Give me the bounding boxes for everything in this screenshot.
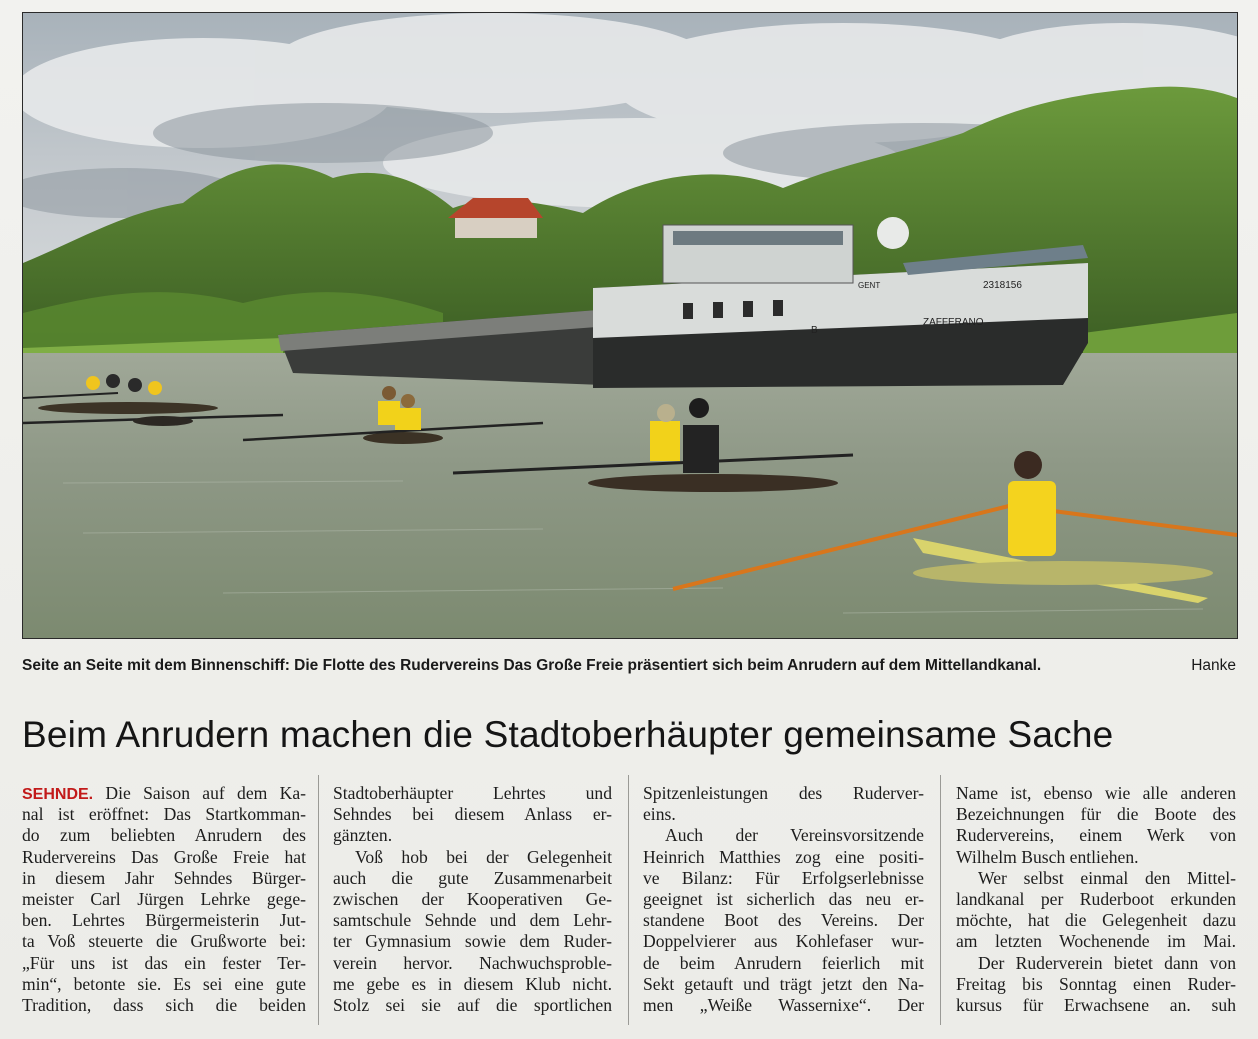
rowing-canal-photo — [22, 12, 1238, 639]
text-line: Name ist, ebenso wie alle anderen — [956, 783, 1236, 803]
text-line: zwischen der Kooperativen Ge- — [333, 888, 612, 909]
text-line: ter Gymnasium sowie dem Ruder- — [333, 931, 612, 952]
column-divider — [940, 775, 941, 1025]
text-line: Rudervereins, einem Werk von — [956, 825, 1236, 846]
text-line: Bezeichnungen für die Boote des — [956, 804, 1236, 825]
text-line — [22, 783, 306, 804]
text-line: samtschule Sehnde und dem Lehr- — [333, 910, 612, 931]
caption-text: Seite an Seite mit dem Binnenschiff: Die Flotte des Rudervereins Das Große Freie präsentiert sich beim Anrudern auf dem Mittellandkanal. — [22, 657, 1042, 674]
text-line: „Für uns ist das ein fester Ter- — [22, 952, 306, 973]
text-line: standene Boot des Vereins. Der — [643, 910, 924, 931]
text-line: nal ist eröffnet: Das Startkomman- — [22, 804, 306, 825]
text-line: Rudervereins Das Große Freie hat — [22, 846, 306, 867]
text-line: me gebe es in diesem Klub nicht. — [333, 973, 612, 994]
article-column-1 — [22, 783, 306, 1016]
photo-credit: Hanke — [1191, 657, 1236, 674]
text-line: Doppelvierer aus Kohlefaser wur- — [643, 931, 924, 952]
text-line: Tradition, dass sich die beiden — [22, 994, 306, 1015]
text-line: auch die gute Zusammenarbeit — [333, 867, 612, 888]
ship-name: ZAFFERANO — [923, 317, 984, 328]
ship-letter: B — [811, 325, 818, 336]
text-line: Wer selbst einmal den Mittel- — [978, 867, 1236, 888]
text-line: kursus für Erwachsene an. suh — [956, 994, 1236, 1015]
text-line: Sekt getauft und trägt jetzt den Na- — [643, 973, 924, 994]
text-line: Auch der Vereinsvorsitzende — [665, 825, 924, 846]
text-line: eins. — [643, 804, 676, 825]
text-line: in diesem Jahr Sehndes Bürger- — [22, 867, 306, 888]
ship-number: 2318156 — [983, 280, 1022, 291]
column-divider — [318, 775, 319, 1025]
column-divider — [628, 775, 629, 1025]
article-column-3 — [643, 783, 924, 1016]
text-line: Heinrich Matthies zog eine positi- — [643, 846, 924, 867]
text-line: Stolz sei sie auf die sportlichen — [333, 994, 612, 1015]
article-column-4 — [956, 783, 1236, 1016]
text-line: meister Carl Jürgen Lehrke gege- — [22, 888, 306, 909]
text-line: Der Ruderverein bietet dann von — [978, 952, 1236, 973]
article-column-2 — [333, 783, 612, 1016]
article-headline: Beim Anrudern machen die Stadtoberhäupter gemeinsame Sache — [22, 714, 1114, 755]
text-line: do zum beliebten Anrudern des — [22, 825, 306, 846]
text-line: geeignet ist sicherlich das neu er- — [643, 888, 924, 909]
text-line: ve Bilanz: Für Erfolgserlebnisse — [643, 867, 924, 888]
text-line: verein hervor. Nachwuchsproble- — [333, 952, 612, 973]
dateline: SEHNDE. — [22, 786, 94, 803]
text-line: Voß hob bei der Gelegenheit — [355, 846, 612, 867]
text-line: ben. Lehrtes Bürgermeisterin Jut- — [22, 910, 306, 931]
text-line: möchte, hat die Gelegenheit dazu — [956, 910, 1236, 931]
text-line: landkanal per Ruderboot erkunden — [956, 888, 1236, 909]
ship-bow-label: GENT — [858, 281, 881, 290]
text-line: Stadtoberhäupter Lehrtes und — [333, 783, 612, 803]
text-line: ta Voß steuerte die Grußworte bei: — [22, 931, 306, 952]
text-line: men „Weiße Wassernixe“. Der — [643, 994, 924, 1015]
text-line: min“, betonte sie. Es sei eine gute — [22, 973, 306, 994]
text-line: Spitzenleistungen des Ruderver- — [643, 783, 924, 803]
text-line: Freitag bis Sonntag einen Ruder- — [956, 973, 1236, 994]
text-line: Wilhelm Busch entliehen. — [956, 846, 1139, 867]
text-line: am letzten Wochenende im Mai. — [956, 931, 1236, 952]
text-line-content: Die Saison auf dem Ka- — [93, 783, 306, 803]
text-line: gänzten. — [333, 825, 393, 846]
text-line: Sehndes bei diesem Anlass er- — [333, 804, 612, 825]
photo-caption — [22, 657, 1236, 679]
text-line: de beim Anrudern feierlich mit — [643, 952, 924, 973]
